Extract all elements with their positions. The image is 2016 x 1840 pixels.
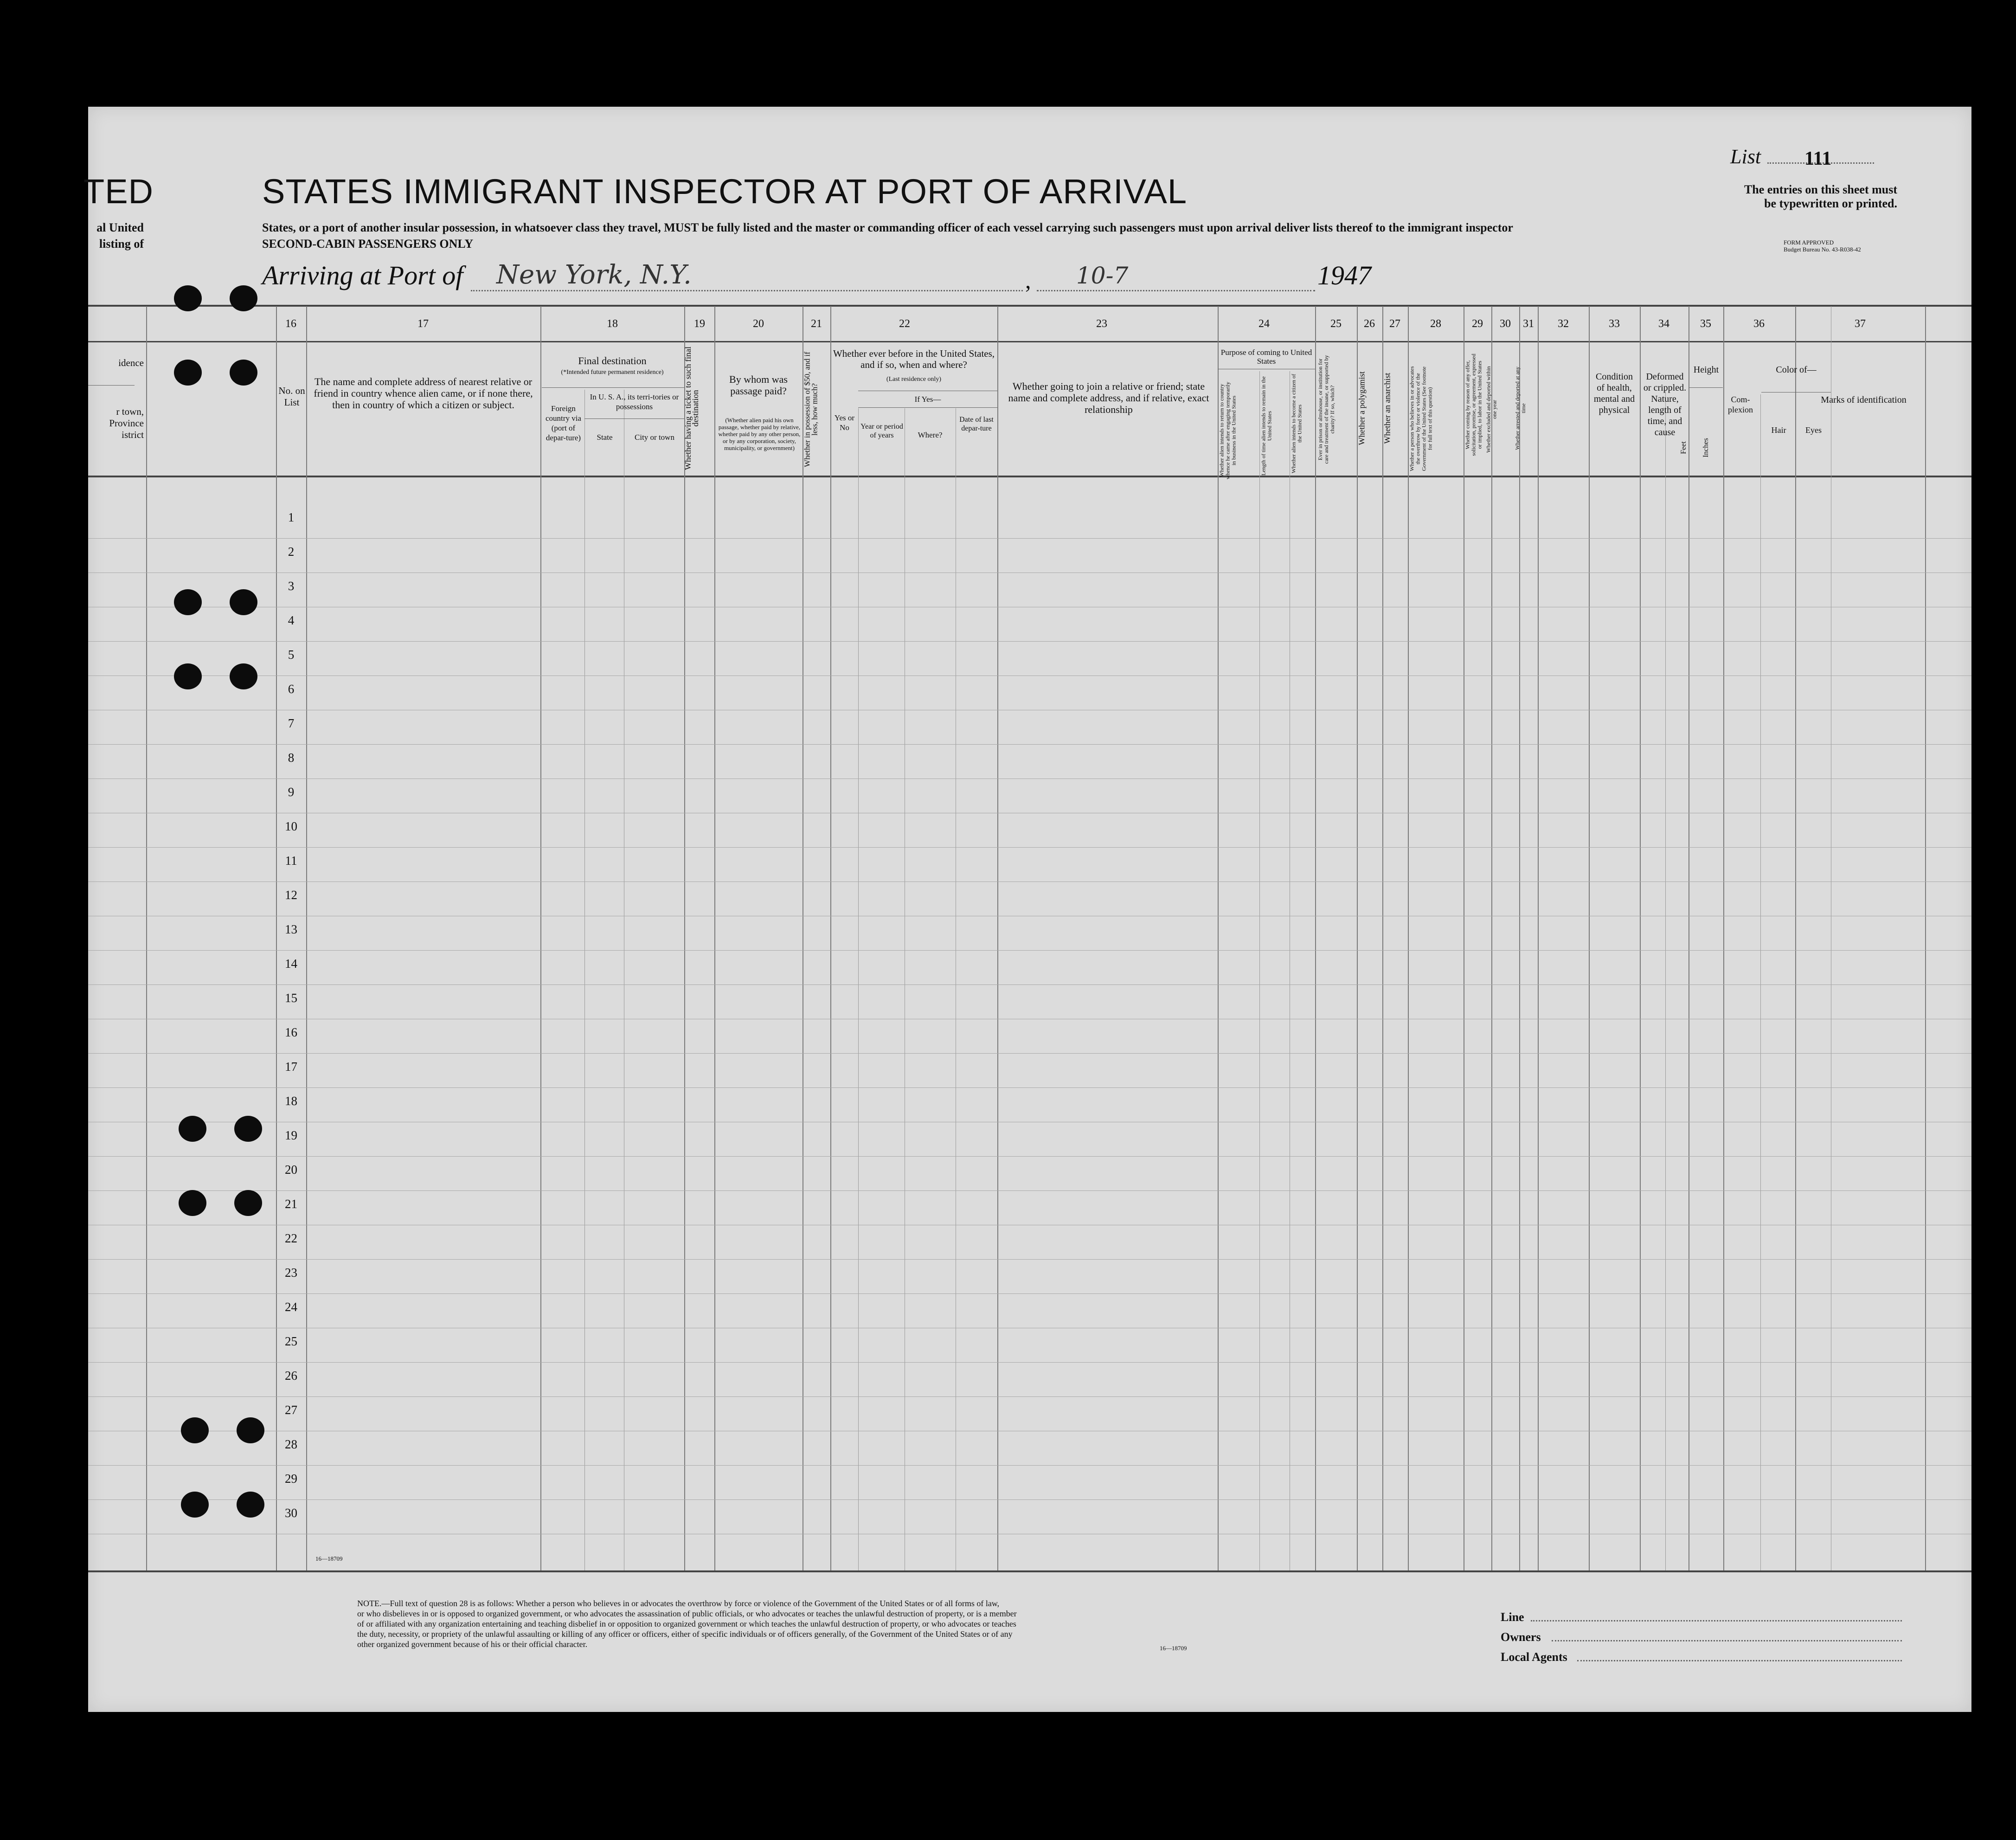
col-line [1640,306,1641,1570]
page-title: STATES IMMIGRANT INSPECTOR AT PORT OF ARRIVAL [262,172,1188,211]
row-number: 27 [285,1403,297,1417]
colnum-28: 28 [1430,318,1441,330]
row-number: 15 [285,991,297,1005]
row-rule [88,1259,1971,1260]
binding-hole [179,1190,206,1216]
colnum-29: 29 [1472,318,1483,330]
hdr-jail: Ever in prison or almshouse, or institution for care and treatment of the insane, or supported by charity? If so, which? [1317,355,1335,464]
colnum-32: 32 [1558,318,1569,330]
row-number: 13 [285,922,297,936]
hdr-color-of: Color of— [1776,365,1817,375]
binding-hole [174,360,202,386]
colnum-30: 30 [1500,318,1511,330]
col-line [1925,306,1926,1570]
row-rule [88,1396,1971,1397]
row-number: 10 [285,819,297,833]
binding-hole [234,1190,262,1216]
hdr-going-to-join: Whether going to join a relative or friend; state name and complete address, and if relative, exact relationship [1008,380,1209,415]
col-line [1760,394,1761,1570]
line-label: Line [1501,1610,1524,1624]
hdr-final-destination-note: (*Intended future permanent residence) [561,369,664,376]
row-number: 21 [285,1197,297,1211]
subtitle-line-2: SECOND-CABIN PASSENGERS ONLY [262,237,474,251]
colnum-20: 20 [753,318,764,330]
col-line [584,390,585,1570]
row-rule [88,744,1971,745]
col-line [1315,306,1316,1570]
colnum-23: 23 [1096,318,1107,330]
row-number: 18 [285,1094,297,1108]
hdr-hair: Hair [1771,425,1786,435]
hdr-height: Height [1693,365,1719,375]
footer-note-1: NOTE.—Full text of question 28 is as follows: Whether a person who believes in or advocates the overthrow by force or violence of the Government of the United States or of all forms of law, [357,1599,1000,1608]
row-rule [88,1087,1971,1088]
row-number: 7 [288,716,295,730]
footer-note-3: of or affiliated with any organization entertaining and teaching disbelief in or opposition to organized government or which teaches the unlawful destruction of property, or who advocates or teaches [357,1619,1016,1628]
row-number: 8 [288,751,295,765]
hdr-state: State [597,433,613,442]
row-rule [88,984,1971,985]
binding-hole [179,1116,206,1142]
colnum-35: 35 [1700,318,1711,330]
row-number: 22 [285,1231,297,1245]
colnum-27: 27 [1389,318,1400,330]
col-line [1795,306,1796,1570]
form-code: 16—18709 [1160,1645,1187,1652]
col-line [1491,306,1492,1570]
row-rule [88,847,1971,848]
row-rule [88,950,1971,951]
row-number: 20 [285,1163,297,1177]
row-number: 28 [285,1437,297,1451]
owners-field [1552,1640,1902,1641]
form-approved-1: FORM APPROVED [1784,239,1834,246]
row-number: 3 [288,579,295,593]
colnum-17: 17 [417,318,429,330]
col-line [1519,306,1520,1570]
col-line [714,306,715,1570]
colnum-26: 26 [1364,318,1375,330]
footer-note-4: the duty, necessity, or propriety of the unlawful assaulting or killing of any officer or officers, either of specific individuals or of officers generally, of the Government of the United States or of any [357,1629,1013,1639]
colnum-37: 37 [1855,318,1866,330]
row-number: 19 [285,1128,297,1142]
hdr-rule [542,387,684,388]
form-approved-2: Budget Bureau No. 43-R038-42 [1784,246,1861,253]
hdr-final-destination: Final destination [578,355,647,367]
date-line [1037,290,1315,291]
owners-label: Owners [1501,1630,1541,1644]
row-number: 23 [285,1266,297,1280]
comma-1: , [1025,267,1031,293]
hdr-foreign-country: Foreign country via (port of depar-ture) [546,404,581,442]
hdr-marks: Marks of identification [1821,395,1907,405]
row-number: 30 [285,1506,297,1520]
col-line [540,306,541,1570]
row-number: 9 [288,785,295,799]
row-rule [88,1053,1971,1054]
col-line [306,306,307,1570]
hdr-nearest-relative: The name and complete address of nearest relative or friend in country whence alien came, or if none there, then in country of which a citizen or subject. [314,376,533,411]
hdr-city: City or town [635,433,674,442]
left-strip-rule [88,385,135,386]
manifest-sheet [83,107,1971,1712]
binding-hole [230,589,257,615]
col-line [146,306,147,1570]
line-field [1531,1620,1902,1621]
col-line [1259,371,1260,1570]
date-value: 10-7 [1076,262,1129,289]
row-number: 29 [285,1472,297,1486]
binding-hole [230,285,257,311]
hdr-c30: Whether excluded and deported within one year [1485,366,1498,453]
hdr-complexion: Com-plexion [1728,395,1753,414]
left-title-fragment: TED [83,172,154,211]
hdr-year-period: Year or period of years [860,423,903,439]
row-number: 6 [288,682,295,696]
row-number: 11 [285,854,297,868]
hdr-ever-before: Whether ever before in the United States, and if so, when and where? [833,348,995,370]
hdr-rule [584,418,684,419]
footer-note-5: other organized government because of his or their official character. [357,1640,588,1649]
col-line [1218,306,1219,1570]
hdr-anarchist: Whether an anarchist [1382,373,1392,444]
arriving-label: Arriving at Port of [262,260,463,290]
row-number: 5 [288,648,295,662]
hdr-purpose-c: Whether alien intends to become a citizen of the United States [1290,373,1303,474]
hdr-yes-or-no: Yes or No [834,413,855,432]
row-number: 26 [285,1369,297,1383]
left-sub-1: al United [96,221,144,234]
row-number: 12 [285,888,297,902]
row-number: 2 [288,545,295,559]
col-line [1723,306,1724,1570]
agents-label: Local Agents [1501,1650,1567,1664]
list-number: 111 [1804,148,1832,169]
row-rule [88,1190,1971,1191]
row-rule [88,1465,1971,1466]
row-number: 24 [285,1300,297,1314]
hdr-polygamist: Whether a polygamist [1357,371,1367,445]
hdr-rule [858,407,997,408]
row-rule [88,881,1971,882]
hdr-eyes: Eyes [1805,425,1822,435]
colnum-21: 21 [811,318,822,330]
hdr-where: Where? [918,431,943,439]
agents-field [1577,1660,1902,1661]
col-line [1357,306,1358,1570]
row-number: 17 [285,1060,297,1074]
row-rule [88,641,1971,642]
row-number: 16 [285,1025,297,1039]
hdr-c31: Whether arrested and deported at any time [1514,367,1527,450]
left-strip-2: r town, [116,406,144,417]
table-bottom-rule [88,1570,1971,1572]
binding-hole [174,285,202,311]
row-rule [88,538,1971,539]
hdr-rule [1689,387,1723,388]
binding-hole [237,1492,264,1518]
hdr-feet: Feet [1680,441,1688,454]
colnum-19: 19 [694,318,705,330]
left-strip-1: idence [118,357,144,368]
colnum-18: 18 [607,318,618,330]
col-line [1538,306,1539,1570]
left-sub-2: listing of [99,237,144,251]
footer-note-2: or who disbelieves in or is opposed to organized government, or who advocates the assassination of public officials, or who advocates or teaches the unlawful destruction of property, or is a member [357,1609,1017,1618]
hdr-purpose-a: Whether alien intends to return to country whence he came after engaging temporarily in business in the United States [1218,381,1237,480]
port-line [471,290,1023,291]
hdr-c28: Whether a person who believes in or advocates the overthrow by force or violence of the Government of the United States (See footnote for full text of this question) [1408,366,1433,471]
list-label: List [1730,145,1761,168]
binding-hole [181,1417,209,1443]
binding-hole [230,663,257,689]
hdr-no-on-list: No. on List [278,385,305,408]
colnum-16: 16 [285,318,296,330]
colnum-24: 24 [1258,318,1270,330]
col-line [684,306,685,1570]
left-strip-3: Province [109,418,144,429]
entries-note-1: The entries on this sheet must [1744,183,1897,196]
colnum-31: 31 [1523,318,1534,330]
binding-hole [181,1492,209,1518]
colnum-22: 22 [899,318,910,330]
row-number: 25 [285,1334,297,1348]
hdr-deformed: Deformed or crippled. Nature, length of time, and cause [1643,372,1687,437]
row-rule [88,1499,1971,1500]
hdr-by-whom-note: (Whether alien paid his own passage, whether paid by relative, whether paid by any other person, or by any corporation, society, municipality, or government) [718,417,801,451]
hdr-possession-50: Whether in possession of $50, and if less, how much? [803,352,819,467]
hdr-in-usa: In U. S. A., its terri-tories or possessions [590,392,679,411]
colnum-33: 33 [1609,318,1620,330]
subtitle-line-1: States, or a port of another insular possession, in whatsoever class they travel, MUST be fully listed and the master or commanding officer of each vessel carrying such passengers must upon arrival deliver lists thereof to the immigrant inspector [262,221,1513,234]
row-rule [88,1362,1971,1363]
left-strip-4: istrict [122,429,144,440]
binding-hole [237,1417,264,1443]
binding-hole [234,1116,262,1142]
row-rule [88,778,1971,779]
row-number: 14 [285,957,297,971]
port-value: New York, N.Y. [496,260,692,290]
colnum-36: 36 [1753,318,1765,330]
hdr-inches: Inches [1702,438,1710,457]
year-value: 1947 [1317,260,1371,290]
row-rule [88,1293,1971,1294]
hdr-purpose: Purpose of coming to United States [1220,348,1312,366]
hdr-ticket: Whether having a ticket to such final destination [683,347,700,470]
hdr-by-whom: By whom was passage paid? [729,373,788,397]
form-code-left: 16—18709 [315,1555,343,1562]
colnum-25: 25 [1330,318,1342,330]
col-line [1665,390,1666,1570]
row-number: 1 [288,510,295,524]
col-line [830,306,831,1570]
hdr-date-departure: Date of last depar-ture [959,416,994,432]
col-line [1408,306,1409,1570]
entries-note-2: be typewritten or printed. [1764,197,1897,210]
col-line [997,306,998,1570]
col-line [1589,306,1590,1570]
binding-hole [174,663,202,689]
hdr-condition: Condition of health, mental and physical [1593,372,1635,415]
binding-hole [174,589,202,615]
colnum-34: 34 [1658,318,1669,330]
hdr-if-yes: If Yes— [914,395,941,404]
binding-hole [230,360,257,386]
hdr-c29: Whether coming by reason of any offer, solicitation, promise, or agreement, expressed or implied, to labor in the United States [1464,354,1483,456]
col-line [1382,306,1383,1570]
hdr-last-residence: (Last residence only) [886,376,942,383]
hdr-purpose-b: Length of time alien intends to remain in the United States [1260,376,1273,476]
row-rule [88,1156,1971,1157]
row-number: 4 [288,613,295,627]
